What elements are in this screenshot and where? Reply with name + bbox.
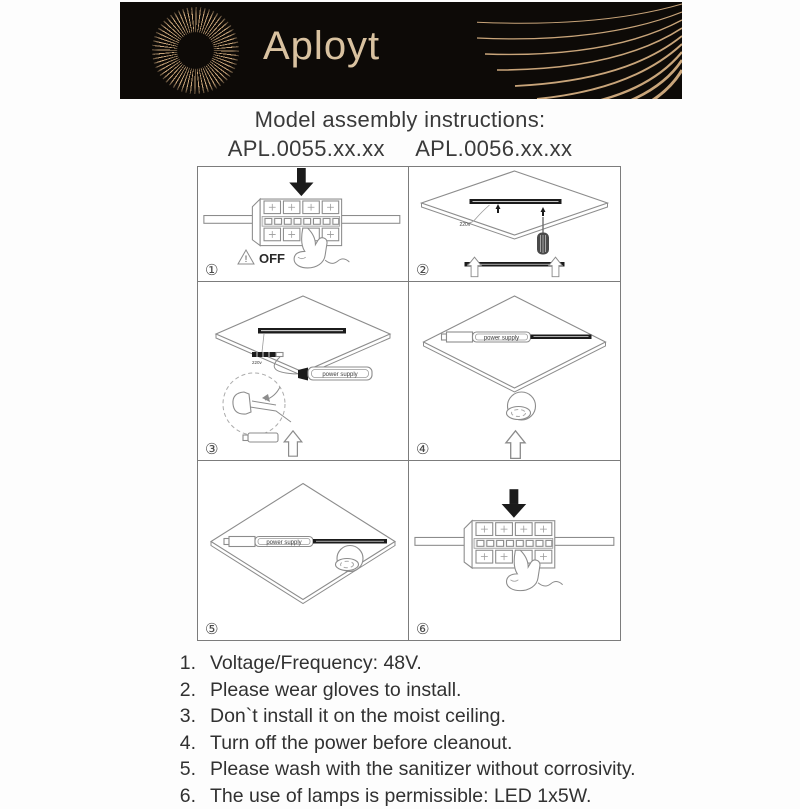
panel-4 — [409, 282, 620, 461]
power-supply-label: power supply — [266, 540, 301, 546]
ceiling-panel — [424, 296, 606, 392]
instructions-list — [172, 650, 672, 809]
power-supply-box — [298, 367, 372, 381]
power-supply-label: power supply — [322, 372, 357, 378]
clip-detail — [233, 392, 251, 414]
clip-part — [243, 433, 278, 442]
panel-5-drawing — [198, 461, 408, 640]
panel-number: ⑤ — [205, 622, 218, 637]
panel-2 — [409, 167, 620, 282]
panel-3 — [198, 282, 409, 461]
power-supply-box — [255, 537, 313, 547]
instruction-text: Please wear gloves to install. — [196, 677, 461, 704]
page-title: Model assembly instructions: — [0, 107, 800, 133]
instruction-item — [172, 703, 672, 730]
panel-1-drawing — [198, 167, 408, 281]
instruction-text: Please wash with the sanitizer without corrosivity. — [196, 756, 636, 783]
instruction-number: 4. — [172, 730, 196, 757]
panel-4-drawing — [409, 282, 620, 460]
instruction-number: 5. — [172, 756, 196, 783]
title-block — [0, 107, 800, 162]
instruction-item — [172, 650, 672, 677]
voltage-label: 220v — [252, 360, 263, 365]
power-supply-label: power supply — [484, 336, 519, 342]
panel-6-drawing — [409, 461, 620, 640]
model-numbers — [0, 136, 800, 162]
instruction-text: The use of lamps is permissible: LED 1x5W. — [196, 783, 591, 809]
corner-rays-icon — [477, 2, 682, 99]
instruction-number: 6. — [172, 783, 196, 809]
instruction-number: 3. — [172, 703, 196, 730]
panel-number: ⑥ — [416, 622, 429, 637]
panel-number: ① — [205, 263, 218, 278]
model-number-1: APL.0055.xx.xx — [228, 136, 385, 162]
instruction-item — [172, 756, 672, 783]
brand-banner — [120, 2, 682, 99]
panel-number: ④ — [416, 442, 429, 457]
mounting-rail — [258, 328, 346, 334]
driver-box — [442, 332, 473, 342]
instruction-item — [172, 783, 672, 809]
connector — [252, 352, 283, 357]
warning-triangle-icon — [238, 250, 254, 264]
driver-box — [224, 537, 255, 547]
instruction-text: Don`t install it on the moist ceiling. — [196, 703, 506, 730]
power-supply-box — [473, 332, 531, 342]
spot-lamp — [507, 392, 536, 420]
voltage-label: 220v — [460, 222, 471, 228]
panel-6 — [409, 461, 620, 640]
panel-1 — [198, 167, 409, 282]
instruction-item — [172, 730, 672, 757]
instruction-item — [172, 677, 672, 704]
instruction-number: 1. — [172, 650, 196, 677]
brand-name: Aployt — [263, 24, 380, 69]
ceiling-panel — [422, 171, 608, 239]
instruction-number: 2. — [172, 677, 196, 704]
model-number-2: APL.0056.xx.xx — [415, 136, 572, 162]
detail-circle — [223, 373, 291, 435]
diagram-grid — [197, 166, 621, 641]
panel-number: ② — [416, 263, 429, 278]
panel-5 — [198, 461, 409, 640]
ceiling-panel — [216, 296, 390, 376]
instruction-text: Turn off the power before cleanout. — [196, 730, 512, 757]
instruction-text: Voltage/Frequency: 48V. — [196, 650, 422, 677]
svg-text:!: ! — [245, 254, 248, 264]
panel-number: ③ — [205, 442, 218, 457]
off-label: OFF — [259, 251, 285, 266]
sunburst-logo-icon — [152, 7, 239, 94]
panel-3-drawing — [198, 282, 408, 460]
mounting-rail — [313, 539, 387, 544]
mounting-rail — [531, 335, 592, 340]
mounting-rail — [470, 199, 562, 204]
panel-2-drawing — [409, 167, 620, 281]
